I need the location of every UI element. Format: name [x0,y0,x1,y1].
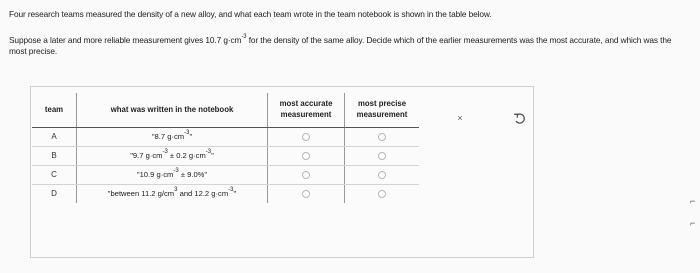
entry-value: "10.9 [136,170,155,179]
clear-button[interactable]: × [457,113,463,123]
most-accurate-radio-cell[interactable] [268,184,345,203]
entry-value: "8.7 [151,132,166,141]
entry-unit-exponent: -3 [228,187,234,194]
question-text [9,35,681,56]
header-most-accurate: most accurate measurement [268,93,345,127]
question-part1: Suppose a later and more reliable measurement gives 10.7 [9,35,222,45]
header-team: team [32,93,77,127]
question-part2: for the density of the same alloy. Decide which of the earlier measurements was the most accurate, and which was the most precise. [9,35,672,56]
notebook-entry [77,165,268,184]
team-label: B [32,146,77,165]
entry-value: "between 11.2 [107,189,156,199]
table-row [32,146,419,165]
team-label: C [32,165,77,184]
header-most-precise: most precise measurement [345,93,420,127]
table-header-row [32,93,419,127]
entry-unit-exponent: -3 [184,130,190,136]
entry-close-quote: " [233,189,237,199]
entry-uncertainty: ± 0.2 [169,151,187,160]
entry-unit: g·cm [156,170,174,179]
header-notebook: what was written in the notebook [77,93,268,127]
entry-unit-exponent: 3 [174,187,178,194]
intro-text: Four research teams measured the density of a new alloy, and what each team wrote in the team notebook is shown in the table below. [9,9,492,19]
most-accurate-radio-cell[interactable] [268,127,345,146]
entry-close-quote: " [189,132,193,141]
notebook-entry [77,146,268,165]
radio-precise-c[interactable] [378,171,386,179]
entry-unit: g·cm [188,151,206,160]
most-precise-radio-cell[interactable] [345,184,420,203]
entry-value: "9.7 [130,151,144,160]
measurement-table [32,93,419,203]
radio-accurate-b[interactable] [302,152,310,160]
entry-unit: g·cm [167,132,185,141]
most-precise-radio-cell[interactable] [345,165,420,184]
entry-unit: g·cm [145,151,163,160]
radio-accurate-d[interactable] [302,190,310,198]
edge-icon: ⌐ [690,218,696,228]
entry-close-quote: " [211,151,214,160]
table-row [32,165,419,184]
undo-button[interactable] [512,110,528,126]
undo-icon [512,110,528,126]
entry-uncertainty: ± 9.0% [180,170,205,179]
question-unit-exponent: -3 [241,34,247,40]
most-precise-radio-cell[interactable] [345,127,420,146]
table-row [32,127,419,146]
radio-precise-a[interactable] [378,133,386,141]
most-precise-radio-cell[interactable] [345,146,420,165]
entry-unit-exponent: -3 [205,149,212,155]
question-unit: g·cm [223,35,242,45]
entry-range-end: and 12.2 [179,189,210,199]
radio-accurate-c[interactable] [302,171,310,179]
entry-unit: g/cm [157,189,175,199]
team-label: D [51,189,57,199]
radio-precise-d[interactable] [378,190,386,198]
most-accurate-radio-cell[interactable] [268,165,345,184]
edge-icon: ⌐ [690,196,696,206]
most-accurate-radio-cell[interactable] [268,146,345,165]
notebook-entry [77,127,268,146]
radio-precise-b[interactable] [378,152,386,160]
notebook-entry [77,184,268,203]
entry-close-quote: " [204,170,208,179]
entry-unit-exponent: -3 [173,168,179,174]
entry-unit-exponent: -3 [162,149,168,155]
radio-accurate-a[interactable] [302,133,310,141]
table-row [32,184,419,203]
entry-unit: g·cm [211,189,229,199]
team-label: A [32,127,77,146]
